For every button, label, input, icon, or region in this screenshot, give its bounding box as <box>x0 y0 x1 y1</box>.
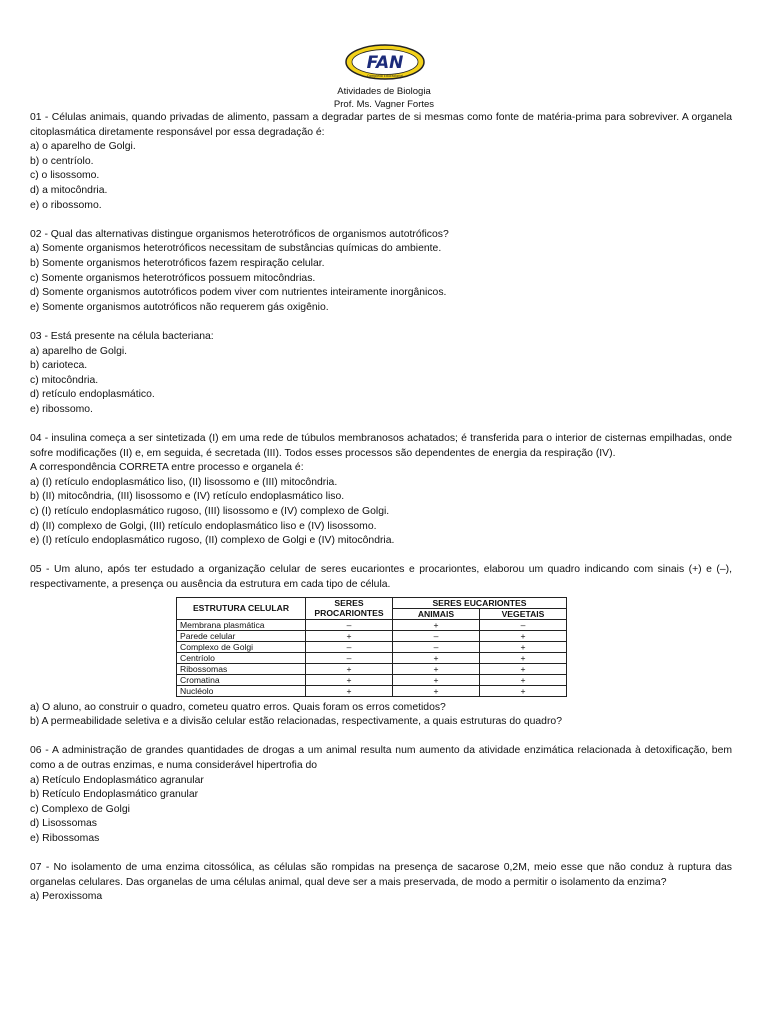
structure-name: Complexo de Golgi <box>177 641 306 652</box>
question-stem: 05 - Um aluno, após ter estudado a organização celular de seres eucariontes e procariontes, elaborou um quadro indicando com sinais (+) e (–), respectivamente, a presença ou ausência da estrutura em cada tipo de célula. <box>30 564 732 590</box>
animal-mark: + <box>393 674 480 685</box>
prokaryote-mark: – <box>306 619 393 630</box>
option: c) Somente organismos heterotróficos possuem mitocôndrias. <box>30 272 316 284</box>
option: d) retículo endoplasmático. <box>30 389 155 401</box>
option: d) Lisossomas <box>30 818 97 830</box>
header-teacher: Prof. Ms. Vagner Fortes <box>333 99 435 110</box>
prokaryote-mark: – <box>306 641 393 652</box>
question-lead: A correspondência CORRETA entre processo e organela é: <box>30 462 304 474</box>
table-row <box>177 663 567 674</box>
option: c) (I) retículo endoplasmático rugoso, (III) lisossomo e (IV) complexo de Golgi. <box>30 506 390 518</box>
question-stem: 03 - Está presente na célula bacteriana: <box>30 330 214 342</box>
table-row <box>177 630 567 641</box>
option: d) Somente organismos autotróficos podem viver com nutrientes inteiramente inorgânicos. <box>30 287 447 299</box>
question-stem: 01 - Células animais, quando privadas de alimento, passam a degradar partes de si mesmas como fonte de matéria-prima para sobreviver. A organela citoplasmática diretamente responsável por essa degradação é: <box>30 112 732 138</box>
animal-mark: – <box>393 630 480 641</box>
table-row <box>177 652 567 663</box>
cell-structure-table <box>176 597 567 697</box>
structure-name: Ribossomas <box>177 663 306 674</box>
table-row <box>177 674 567 685</box>
logo-text: FAN <box>366 53 404 73</box>
col-prokaryote-header: SERES PROCARIONTES <box>306 597 393 619</box>
question-04 <box>30 432 732 549</box>
plant-mark: + <box>480 630 567 641</box>
option: e) ribossomo. <box>30 403 93 415</box>
animal-mark: + <box>393 652 480 663</box>
structure-name: Membrana plasmática <box>177 619 306 630</box>
fan-logo <box>344 42 426 82</box>
question-02 <box>30 228 732 316</box>
option: c) mitocôndria. <box>30 374 99 386</box>
plant-mark: – <box>480 619 567 630</box>
plant-mark: + <box>480 674 567 685</box>
option: b) Retículo Endoplasmático granular <box>30 789 199 801</box>
option: e) o ribossomo. <box>30 199 102 211</box>
option: a) Somente organismos heterotróficos necessitam de substâncias químicas do ambiente. <box>30 243 442 255</box>
option: e) (I) retículo endoplasmático rugoso, (II) complexo de Golgi e (IV) mitocôndria. <box>30 535 395 547</box>
prokaryote-mark: + <box>306 630 393 641</box>
animal-mark: + <box>393 663 480 674</box>
option: a) o aparelho de Golgi. <box>30 141 136 153</box>
question-03 <box>30 330 732 418</box>
plant-mark: + <box>480 652 567 663</box>
question-07 <box>30 861 732 905</box>
question-stem: 06 - A administração de grandes quantidades de drogas a um animal resulta num aumento da atividade enzimática relacionada à detoxificação, bem como a de outras enzimas, e numa considerável hipertrofia do <box>30 745 732 771</box>
header-title: Atividades de Biologia <box>337 86 431 97</box>
question-stem: 02 - Qual das alternativas distingue organismos heterotróficos de organismos autotróficos? <box>30 228 449 240</box>
question-06 <box>30 744 732 846</box>
prokaryote-mark: – <box>306 652 393 663</box>
option: c) Complexo de Golgi <box>30 803 130 815</box>
question-stem: 07 - No isolamento de uma enzima citossólica, as células são rompidas na presença de sacarose 0,2M, meio esse que não conduz à ruptura das organelas celulares. Das organelas de uma células animal, qual deve ser a mais preservada, de modo a permitir o isolamento da enzima? <box>30 862 732 888</box>
option: a) Retículo Endoplasmático agranular <box>30 774 204 786</box>
questions <box>30 111 732 920</box>
col-plant-header: VEGETAIS <box>480 608 567 619</box>
animal-mark: – <box>393 641 480 652</box>
option: b) carioteca. <box>30 360 88 372</box>
option: e) Ribossomas <box>30 832 100 844</box>
animal-mark: + <box>393 685 480 696</box>
structure-name: Cromatina <box>177 674 306 685</box>
animal-mark: + <box>393 619 480 630</box>
option: a) Peroxissoma <box>30 891 103 903</box>
plant-mark: + <box>480 663 567 674</box>
plant-mark: + <box>480 641 567 652</box>
table-row <box>177 619 567 630</box>
option: e) Somente organismos autotróficos não requerem gás oxigênio. <box>30 301 329 313</box>
option: b) (II) mitocôndria, (III) lisossomo e (IV) retículo endoplasmático liso. <box>30 491 345 503</box>
option: b) o centríolo. <box>30 155 94 167</box>
table-row <box>177 685 567 696</box>
prokaryote-mark: + <box>306 685 393 696</box>
col-eukaryote-header: SERES EUCARIONTES <box>393 597 567 608</box>
question-05 <box>30 563 732 729</box>
prokaryote-mark: + <box>306 674 393 685</box>
option: a) aparelho de Golgi. <box>30 345 128 357</box>
question-stem: 04 - insulina começa a ser sintetizada (I) em uma rede de túbulos membranosos achatados; é transferida para o interior de cisternas empilhadas, onde sofre modificações (II) e, em seguida, é secretada (III). Todos esses processos são dependentes de energia da respiração (IV). <box>30 433 732 459</box>
prokaryote-mark: + <box>306 663 393 674</box>
option: d) (II) complexo de Golgi, (III) retículo endoplasmático liso e (IV) lisossomo. <box>30 520 377 532</box>
col-structure-header: ESTRUTURA CELULAR <box>177 597 306 619</box>
plant-mark: + <box>480 685 567 696</box>
option: a) O aluno, ao construir o quadro, cometeu quatro erros. Quais foram os erros cometidos? <box>30 701 446 713</box>
structure-name: Centríolo <box>177 652 306 663</box>
question-01 <box>30 111 732 213</box>
structure-name: Parede celular <box>177 630 306 641</box>
logo-subtext: Complexo Educacional <box>366 74 404 78</box>
structure-name: Nucléolo <box>177 685 306 696</box>
col-animal-header: ANIMAIS <box>393 608 480 619</box>
option: b) Somente organismos heterotróficos fazem respiração celular. <box>30 257 325 269</box>
option: c) o lisossomo. <box>30 170 100 182</box>
table-row <box>177 641 567 652</box>
option: a) (I) retículo endoplasmático liso, (II) lisossomo e (III) mitocôndria. <box>30 476 338 488</box>
option: d) a mitocôndria. <box>30 184 108 196</box>
option: b) A permeabilidade seletiva e a divisão celular estão relacionadas, respectivamente, a quais estruturas do quadro? <box>30 716 562 728</box>
